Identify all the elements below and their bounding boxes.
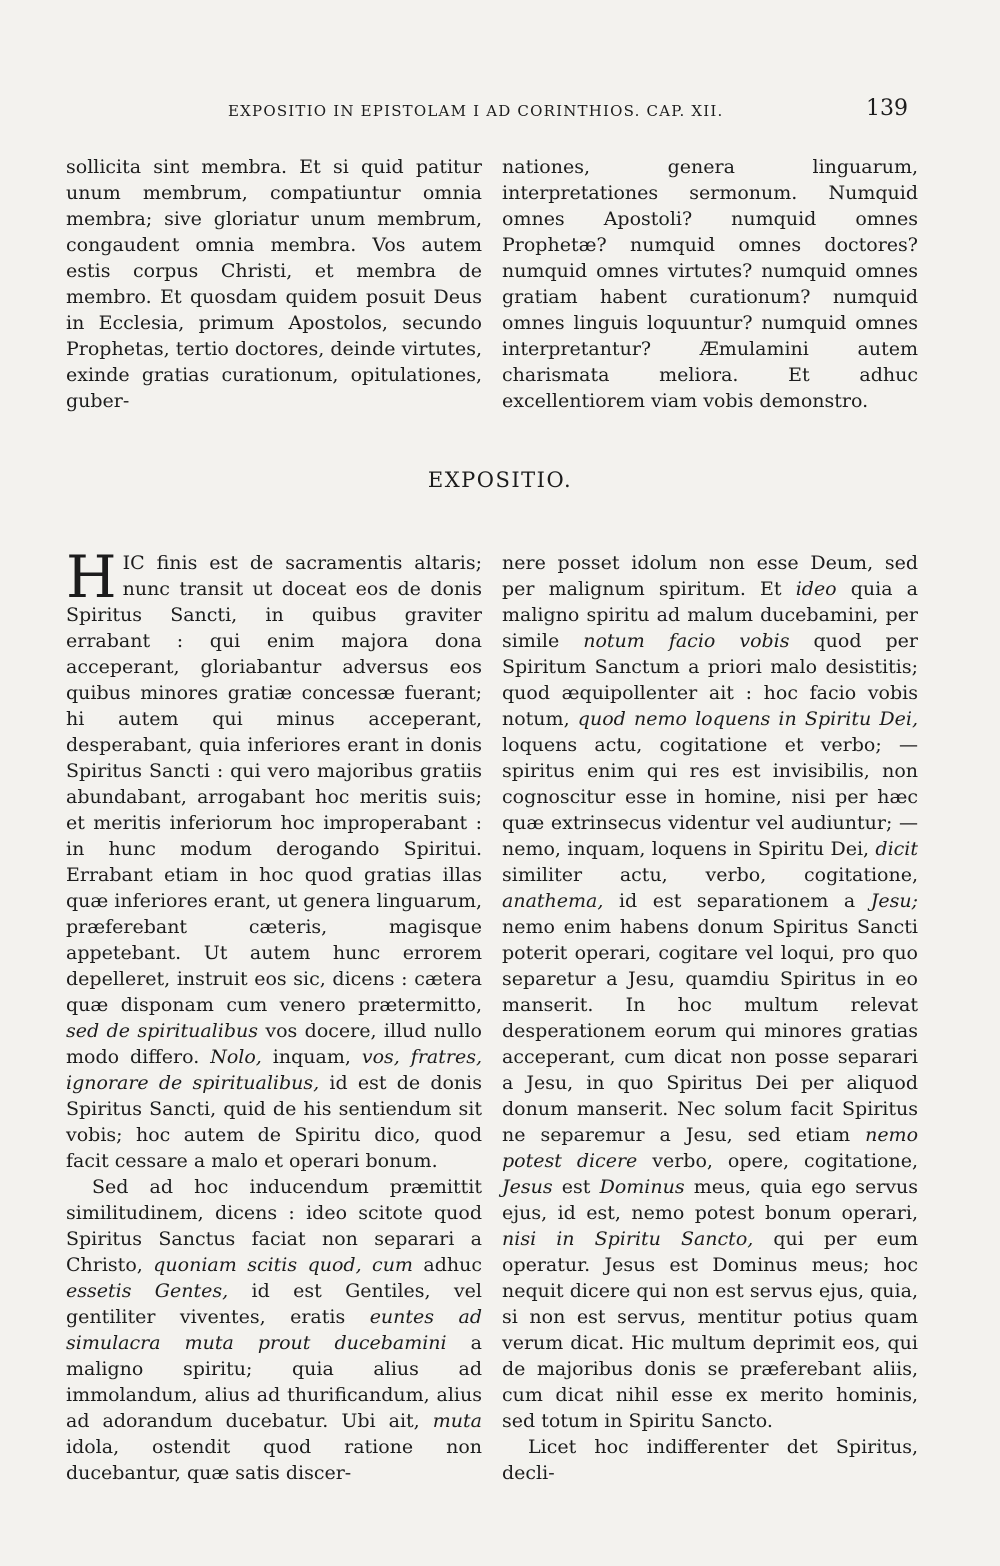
commentary-paragraph: Sed ad hoc inducendum præmittit similitudinem, dicens : ideo scitote quod Spiritus Sanctus faciat non separari a Christo, quoniam scitis quod, cum adhuc essetis Gentes, id est Gentiles, vel gentiliter viventes, eratis euntes ad simulacra muta prout ducebamini a maligno spiritu; quia alius ad immolandum, alius ad thurificandum, alius ad adorandum ducebatur. Ubi ait, muta idola, ostendit quod ratione non ducebantur, quæ satis discer- [66,1176,483,1484]
page-header [66,96,908,132]
scripture-paragraph: nationes, genera linguarum, interpretationes sermonum. Numquid omnes Apostoli? numquid omnes Prophetæ? numquid omnes doctores? numquid omnes virtutes? numquid omnes gratiam habent curationum? numquid omnes linguis loquuntur? numquid omnes interpretantur? Æmulamini autem charismata meliora. Et adhuc excellentiorem viam vobis demonstro. [502,156,918,412]
page-number: 139 [866,96,908,121]
drop-cap: H [66,543,117,611]
scripture-text-right [502,154,918,414]
commentary-column-left [66,543,483,1486]
commentary-paragraph: Licet hoc indifferenter det Spiritus, decli- [502,1436,918,1484]
section-title: EXPOSITIO. [427,468,573,492]
scripture-paragraph: sollicita sint membra. Et si quid patitur unum membrum, compatiuntur omnia membra; sive gloriatur unum membrum, congaudent omnia membra. Vos autem estis corpus Christi, et membra de membro. Et quosdam quidem posuit Deus in Ecclesia, primum Apostolos, secundo Prophetas, tertio doctores, deinde virtutes, exinde gratias curationum, opitulationes, guber- [66,156,482,412]
commentary-column-right [502,550,918,1486]
scripture-text-left [66,154,482,414]
commentary-paragraph: nere posset idolum non esse Deum, sed per malignum spiritum. Et ideo quia a maligno spiritu ad malum ducebamini, per simile notum facio vobis quod per Spiritum Sanctum a priori malo desistitis; quod æquipollenter ait : hoc facio vobis notum, quod nemo loquens in Spiritu Dei, loquens actu, cogitatione et verbo; — spiritus enim qui res est invisibilis, non cognoscitur esse in homine, nisi per hæc quæ extrinsecus videntur vel audiuntur; — nemo, inquam, loquens in Spiritu Dei, dicit similiter actu, verbo, cogitatione, anathema, id est separationem a Jesu; nemo enim habens donum Spiritus Sancti poterit operari, cogitare vel loqui, pro quo separetur a Jesu, quamdiu Spiritus in eo manserit. In hoc multum relevat desperationem eorum qui minores gratias acceperant, cum dicat non posse separari a Jesu, in quo Spiritus Dei per aliquod donum manserit. Nec solum facit Spiritus ne separemur a Jesu, sed etiam nemo potest dicere verbo, opere, cogitatione, Jesus est Dominus meus, quia ego servus ejus, id est, nemo potest bonum operari, nisi in Spiritu Sancto, qui per eum operatur. Jesus est Dominus meus; hoc nequit dicere qui non est servus ejus, quia, si non est servus, mentitur potius quam verum dicat. Hic multum deprimit eos, qui de majoribus donis se præferebant aliis, cum dicat nihil esse ex merito hominis, sed totum in Spiritu Sancto. [502,552,919,1432]
running-head: EXPOSITIO IN EPISTOLAM I AD CORINTHIOS. CAP. XII. [228,102,724,120]
commentary-paragraph: HIC finis est de sacramentis altaris; nunc transit ut doceat eos de donis Spiritus Sancti, in quibus graviter errabant : qui enim majora dona acceperant, gloriabantur adversus eos quibus minores gratiæ concessæ fuerant; hi autem qui minus acceperant, desperabant, quia inferiores erant in donis Spiritus Sancti : qui vero majoribus gratiis abundabant, arrogabant hoc meritis suis; et meritis inferiorum hoc improperabant : in hunc modum derogando Spiritui. Errabant etiam in hoc quod gratias illas quæ inferiores erant, ut genera linguarum, præferebant cæteris, magisque appetebant. Ut autem hunc errorem depelleret, instruit eos sic, dicens : cætera quæ disponam cum venero prætermitto, sed de spiritualibus vos docere, illud nullo modo differo. Nolo, inquam, vos, fratres, ignorare de spiritualibus, id est de donis Spiritus Sancti, quid de his sentiendum sit vobis; hoc autem de Spiritu dico, quod facit cessare a malo et operari bonum. [66,543,482,1172]
